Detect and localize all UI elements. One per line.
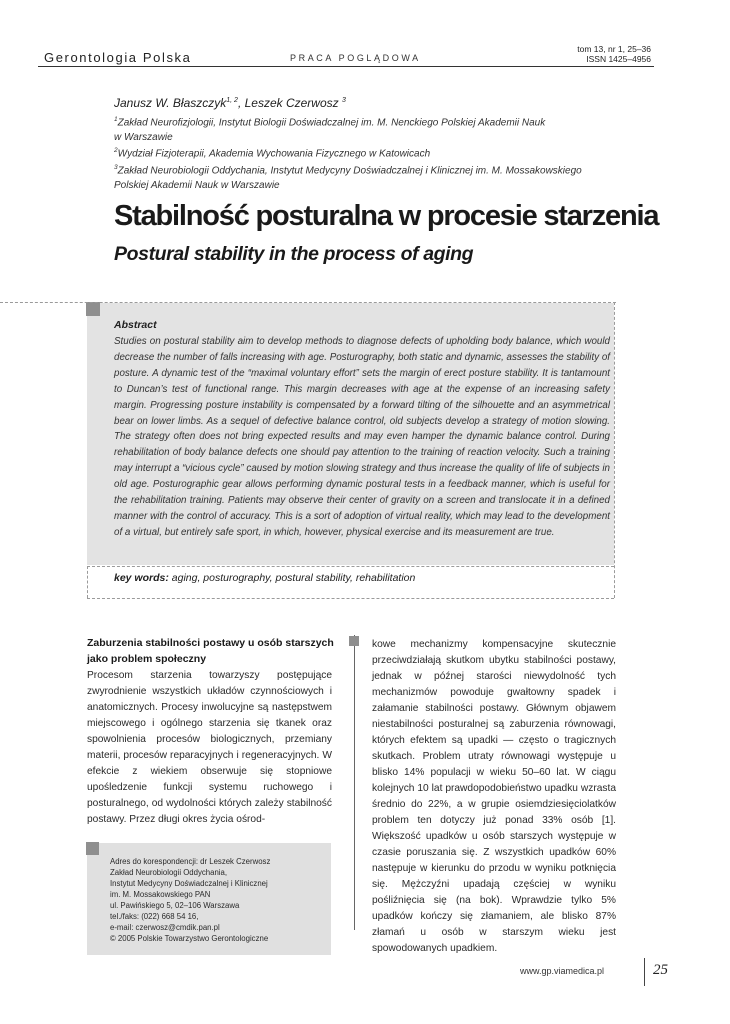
authors: [114, 96, 346, 110]
header-rule: [38, 66, 654, 67]
left-column-text: Procesom starzenia towarzyszy postępujące zwyrodnienie wszystkich układów czynnościowych i anatomicznych. Procesy inwolucyjne są następstwem miejscowego i ogólnego starzenia się tkanek oraz spowolnienia procesów biologicznych, przemiany materii, procesów reparacyjnych i regeneracyjnych. W efekcie z wiekiem obserwuje się stopniowe upośledzenie funkcji systemu ruchowego i posturalnego, od wydolności których zależy stabilność postawy. Przez długi okres życia ośrod-: [87, 670, 332, 825]
correspondence-email: e-mail: czerwosz@cmdik.pan.pl: [110, 923, 220, 932]
copyright: © 2005 Polskie Towarzystwo Gerontologiczne: [110, 934, 269, 943]
abstract-heading: Abstract: [114, 319, 157, 331]
affiliation-1: [114, 112, 614, 145]
keywords-left-dashed-rule: [87, 566, 88, 598]
footer-divider: [644, 958, 645, 986]
column-marker: [349, 636, 359, 646]
affiliation-3: [114, 160, 614, 193]
volume-issue: tom 13, nr 1, 25–36: [577, 44, 651, 54]
correspondence-line: Zakład Neurobiologii Oddychania,: [110, 868, 228, 877]
column-divider: [354, 635, 355, 930]
affiliation-3-line-2: Polskiej Akademii Nauk w Warszawie: [114, 180, 280, 192]
correspondence-line: ul. Pawińskiego 5, 02–106 Warszawa: [110, 901, 240, 910]
keywords-top-dashed-rule: [87, 566, 614, 567]
issn: ISSN 1425–4956: [586, 54, 651, 64]
correspondence-line: Adres do korespondencji: dr Leszek Czerwosz: [110, 857, 271, 866]
keywords-label: key words:: [114, 572, 169, 584]
affiliation-3-line-1: Zakład Neurobiologii Oddychania, Instytut Medycyny Doświadczalnej i Klinicznej im. M. Mossakowskiego: [117, 165, 582, 177]
correspondence-line: Instytut Medycyny Doświadczalnej i Klinicznej: [110, 879, 268, 888]
author-2: Leszek Czerwosz: [244, 96, 339, 110]
abstract-right-dashed-rule: [614, 302, 615, 598]
author-2-affil: 3: [341, 97, 346, 104]
abstract-text: Studies on postural stability aim to develop methods to diagnose defects of upholding body balance, which would decrease the number of falls increasing with age. Posturography, both static and dynamic, assesses the stability of posture. A dynamic test of the “maximal voluntary effort” sets the margin of erect posture stability. It is tantamount to Duncan’s test of functional range. This margin decreases with age at the expense of an increasing safety margin. Progressing posture instability is compensated by a forward tilting of the silhouette and an asymmetrical bear on lower limbs. As a sequel of defective balance control, old subjects develop a strategy of motion slowing. The strategy often does not bring expected results and may even hamper the dynamic balance control. During rehabilitation of body balance defects one should pay attention to the training of reaction velocity. Such a training may interrupt a “vicious cycle” caused by motion slowing strategy and thus increase the quality of life of subjects in old age. Posturographic gear allows performing dynamic postural tests in a feedback manner, which is useful for the rehabilitation training. Patients may observe their center of gravity on a screen and translocate it in a defined manner with the control of accuracy. This is a sort of adoption of virtual reality, which may lead to the development of a virtual, but entirely safe sport, in which, however, physical exercise and its measurement are true.: [114, 336, 610, 538]
correspondence-line: im. M. Mossakowskiego PAN: [110, 890, 211, 899]
title-english: Postural stability in the process of aging: [114, 243, 474, 265]
author-separator: ,: [237, 96, 245, 110]
affiliation-2-number: 2: [114, 147, 118, 154]
page-number: 25: [653, 962, 668, 978]
keywords-list: aging, posturography, postural stability, rehabilitation: [168, 572, 416, 584]
volume-info: [577, 44, 651, 64]
abstract-corner-marker: [86, 302, 100, 316]
journal-name: Gerontologia Polska: [44, 50, 192, 65]
correspondence-text: [110, 856, 325, 944]
affiliation-1-line-2: w Warszawie: [114, 132, 173, 144]
correspondence-corner-marker: [86, 842, 99, 855]
affiliation-1-number: 1: [114, 116, 118, 123]
section-heading: Zaburzenia stabilności postawy u osób starszych jako problem społeczny: [87, 637, 334, 665]
title-polish: Stabilność posturalna w procesie starzenia: [114, 200, 659, 232]
author-1-affil: 1, 2: [226, 97, 238, 104]
keywords-bottom-dashed-rule: [87, 598, 614, 599]
affiliation-1-line-1: Zakład Neurofizjologii, Instytut Biologii Doświadczalnej im. M. Nenckiego Polskiej Akademii Nauk: [117, 117, 546, 129]
affiliation-3-number: 3: [114, 164, 118, 171]
keywords: [114, 572, 415, 584]
right-column-text: kowe mechanizmy kompensacyjne skutecznie przeciwdziałają skutkom ubytku stabilności postawy, jednak w późnej starości niewydolność tych mechanizmów powoduje gwałtowny spadek i załamanie stabilności postawy. Głównym objawem niestabilności posturalnej są zaburzenia równowagi, których efektem są upadki — często o tragicznych skutkach. Problem utraty równowagi występuje u blisko 14% populacji w wieku 50–60 lat. W ciągu kolejnych 10 lat prawdopodobieństwo upadku wzrasta średnio do 22%, a w grupie osiemdziesięciolatków problem ten dotyczy już ponad 33% osób [1]. Większość upadków u osób starszych występuje w czasie poruszania się. Z wszystkich upadków 60% następuje w kierunku do przodu w wyniku potknięcia się. Mężczyźni upadają częściej w wyniku pośliźnięcia się (na bok). Wprawdzie tylko 5% upadków kończy się złamaniem, ale blisko 87% złamań u osób w starszym wieku jest spowodowanych upadkiem.: [372, 639, 616, 954]
author-1: Janusz W. Błaszczyk: [114, 96, 227, 110]
article-type: PRACA POGLĄDOWA: [290, 53, 421, 63]
journal-url[interactable]: www.gp.viamedica.pl: [520, 966, 605, 976]
correspondence-line: tel./faks: (022) 668 54 16,: [110, 912, 199, 921]
abstract-top-dashed-rule: [0, 302, 616, 303]
affiliation-2-line-1: Wydział Fizjoterapii, Akademia Wychowania Fizycznego w Katowicach: [117, 148, 431, 160]
affiliation-2: [114, 143, 614, 161]
